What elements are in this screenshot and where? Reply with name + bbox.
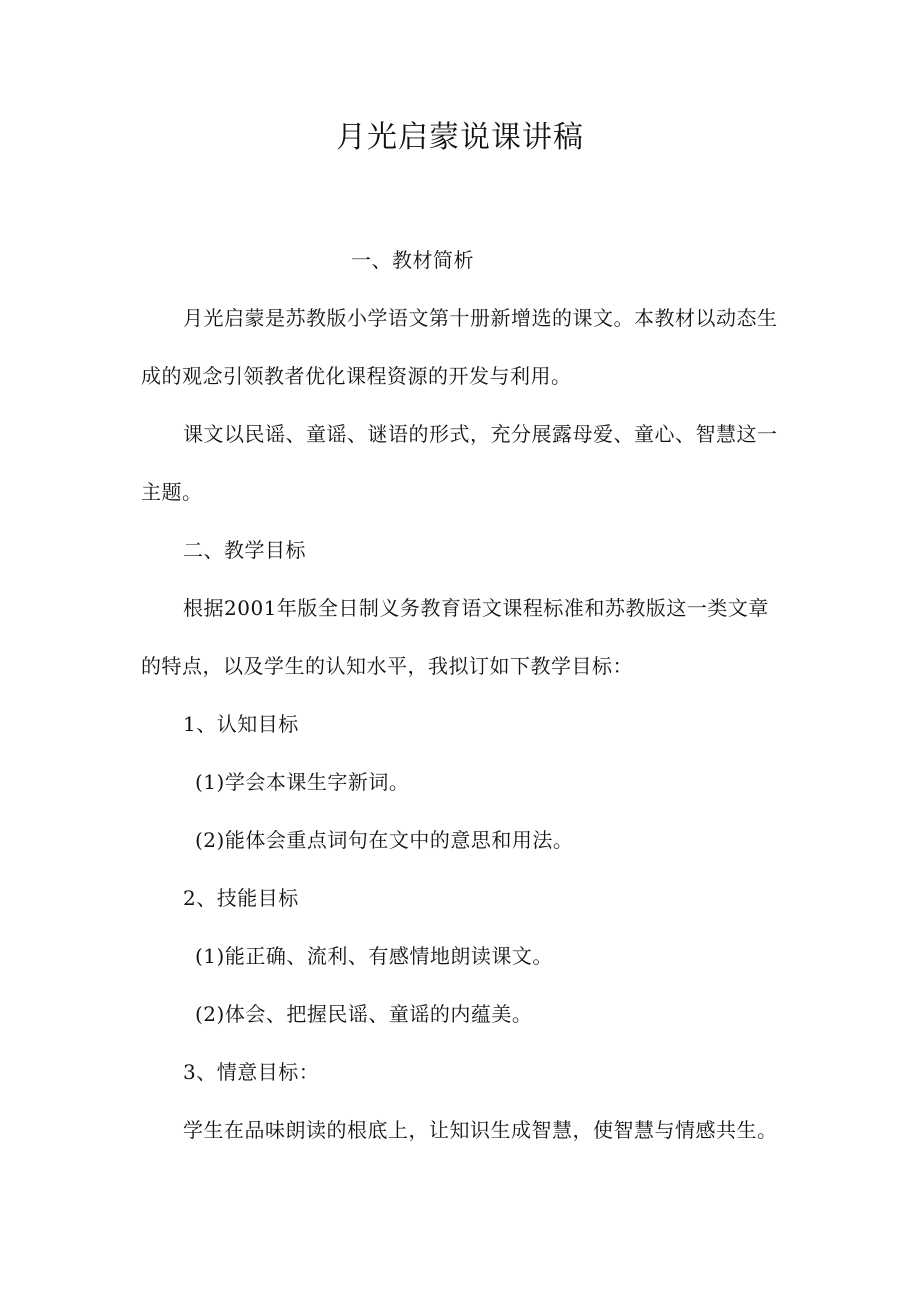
section1-paragraph1-line1: 月光启蒙是苏教版小学语文第十册新增选的课文。本教材以动态生 [183, 306, 778, 330]
goal1-item: (2)能体会重点词句在文中的意思和用法。 [195, 828, 574, 852]
section1-paragraph2-line1: 课文以民谣、童谣、谜语的形式，充分展露母爱、童心、智慧这一 [183, 422, 778, 446]
document-title: 月光启蒙说课讲稿 [336, 120, 584, 155]
section2-heading: 二、教学目标 [183, 538, 306, 562]
section1-paragraph1-line2: 成的观念引领教者优化课程资源的开发与利用。 [141, 364, 572, 388]
goal1-heading: 1、认知目标 [183, 712, 299, 736]
goal2-item: (2)体会、把握民谣、童谣的内蕴美。 [195, 1002, 533, 1026]
section2-paragraph1-line1: 根据2001年版全日制义务教育语文课程标准和苏教版这一类文章 [183, 596, 769, 620]
section1-paragraph2-line2: 主题。 [141, 480, 203, 504]
section2-paragraph1-line2: 的特点，以及学生的认知水平，我拟订如下教学目标： [141, 654, 633, 678]
goal3-text: 学生在品味朗读的根底上，让知识生成智慧，使智慧与情感共生。 [183, 1118, 778, 1142]
goal2-item: (1)能正确、流利、有感情地朗读课文。 [195, 944, 553, 968]
goal3-heading: 3、情意目标： [183, 1060, 320, 1084]
goal1-item: (1)学会本课生字新词。 [195, 770, 410, 794]
goal2-heading: 2、技能目标 [183, 886, 299, 910]
section1-heading: 一、教材简析 [351, 248, 474, 272]
